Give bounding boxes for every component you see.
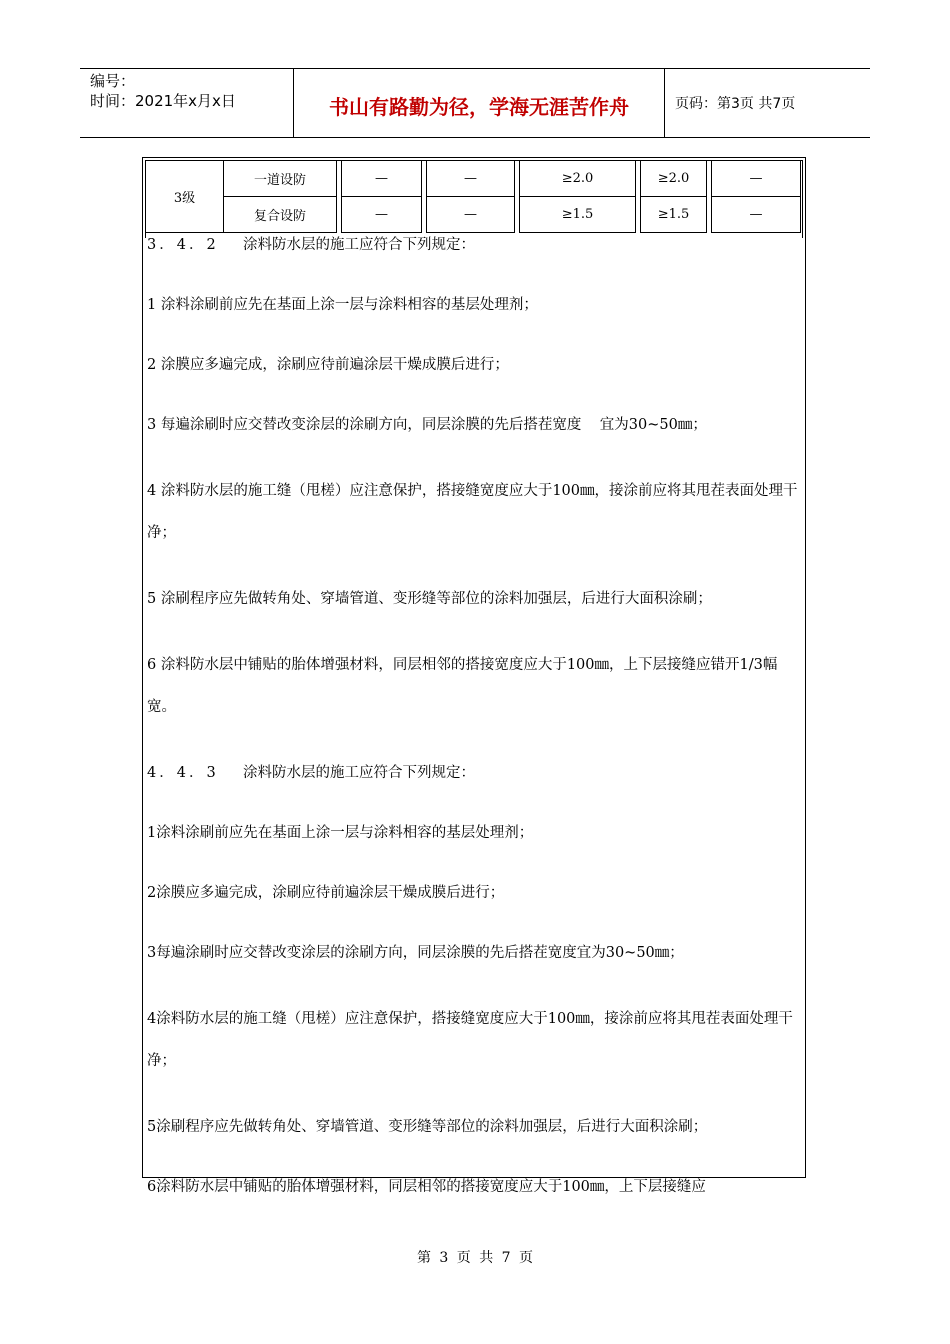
value-cell: ≥2.0 xyxy=(641,161,707,197)
list-item: 5涂刷程序应先做转角处、穿墙管道、变形缝等部位的涂料加强层，后进行大面积涂刷； xyxy=(147,1119,708,1135)
document-body xyxy=(147,230,802,1202)
list-item: 3每遍涂刷时应交替改变涂层的涂刷方向，同层涂膜的先后搭茬宽度宜为30~50㎜； xyxy=(147,945,684,961)
list-item: 4 涂料防水层的施工缝（甩槎）应注意保护，搭接缝宽度应大于100㎜，接涂前应将其甩茬表面处理干净； xyxy=(147,483,798,541)
section-title: 涂料防水层的施工应符合下列规定： xyxy=(243,765,475,781)
value-cell: ≥1.5 xyxy=(520,197,636,233)
section-heading xyxy=(147,758,802,788)
grade-table xyxy=(145,160,801,233)
table-row xyxy=(146,197,801,233)
frame-inner-border xyxy=(802,160,803,238)
value-cell: — xyxy=(712,197,801,233)
section-title: 涂料防水层的施工应符合下列规定： xyxy=(243,237,475,253)
header-motto: 书山有路勤为径，学海无涯苦作舟 xyxy=(294,69,665,137)
section-number: 3．4．2 xyxy=(147,237,219,253)
list-item: 2涂膜应多遍完成，涂刷应待前遍涂层干燥成膜后进行； xyxy=(147,885,505,901)
page-footer: 第 3 页 共 7 页 xyxy=(416,1250,534,1266)
page-header xyxy=(80,68,870,138)
list-item: 1 涂料涂刷前应先在基面上涂一层与涂料相容的基层处理剂； xyxy=(147,297,538,313)
section-number: 4．4．3 xyxy=(147,765,219,781)
code-label: 编号： xyxy=(90,72,136,90)
table-row xyxy=(146,161,801,197)
value-cell: ≥2.0 xyxy=(520,161,636,197)
list-item: 5 涂刷程序应先做转角处、穿墙管道、变形缝等部位的涂料加强层，后进行大面积涂刷； xyxy=(147,591,712,607)
value-cell: ≥1.5 xyxy=(641,197,707,233)
list-item: 2 涂膜应多遍完成，涂刷应待前遍涂层干燥成膜后进行； xyxy=(147,357,509,373)
grade-cell: 3级 xyxy=(146,161,224,233)
value-cell: — xyxy=(342,161,422,197)
value-cell: — xyxy=(427,161,515,197)
header-page-label: 页码：第3页 共7页 xyxy=(675,96,796,112)
section-heading xyxy=(147,230,802,260)
list-item: 1涂料涂刷前应先在基面上涂一层与涂料相容的基层处理剂； xyxy=(147,825,534,841)
value-cell: — xyxy=(427,197,515,233)
list-item: 6 涂料防水层中铺贴的胎体增强材料，同层相邻的搭接宽度应大于100㎜，上下层接缝应错开1/3幅宽。 xyxy=(147,657,778,715)
list-item: 6涂料防水层中铺贴的胎体增强材料，同层相邻的搭接宽度应大于100㎜，上下层接缝应 xyxy=(147,1179,706,1195)
list-item: 4涂料防水层的施工缝（甩槎）应注意保护，搭接缝宽度应大于100㎜，接涂前应将其甩茬表面处理干净； xyxy=(147,1011,793,1069)
value-cell: — xyxy=(342,197,422,233)
header-meta xyxy=(80,69,294,137)
value-cell: — xyxy=(712,161,801,197)
time-label: 时间：2021年x月x日 xyxy=(90,92,236,110)
list-item: 3 每遍涂刷时应交替改变涂层的涂刷方向，同层涂膜的先后搭茬宽度 宜为30~50㎜； xyxy=(147,417,707,433)
defense-type-cell: 一道设防 xyxy=(224,161,337,197)
defense-type-cell: 复合设防 xyxy=(224,197,337,233)
